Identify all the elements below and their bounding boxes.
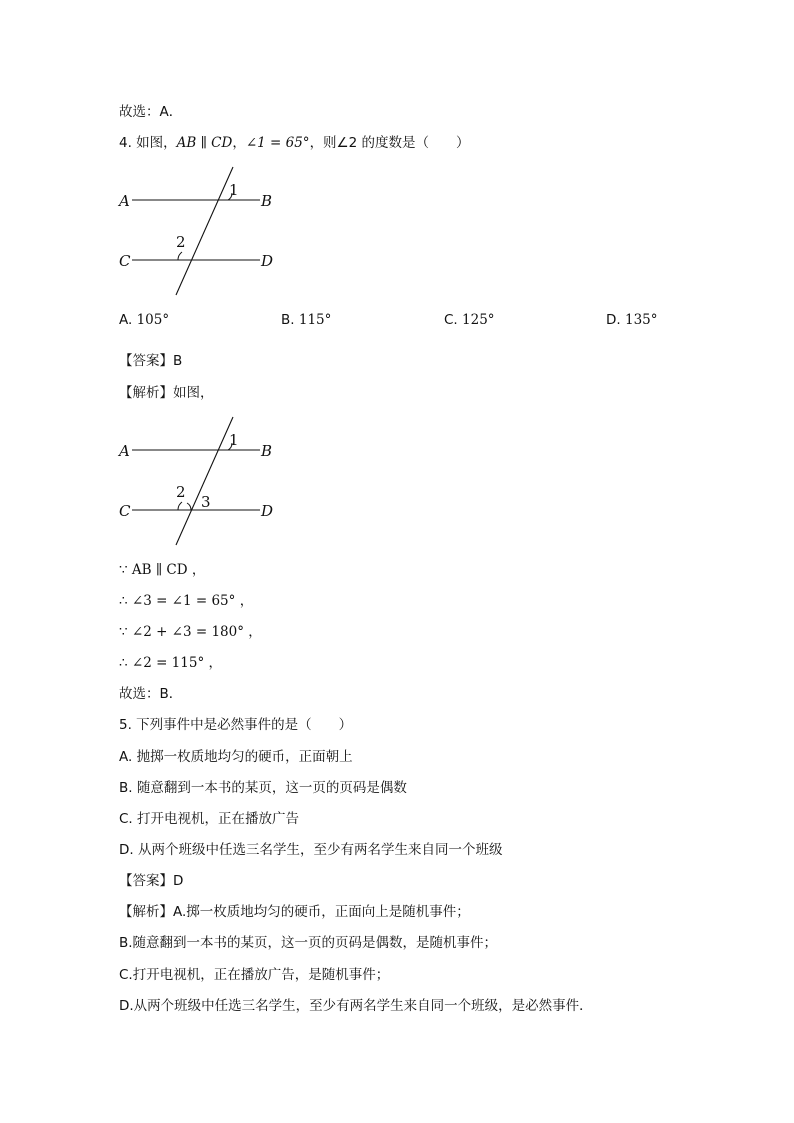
- answer-q5: 【答案】D: [119, 873, 184, 889]
- choice-q4: 故选：B．: [119, 686, 183, 702]
- proof-step-3: ∵ ∠2 + ∠3 = 180° ，: [119, 624, 262, 640]
- label-c: C: [119, 252, 131, 270]
- question-4-stem: [119, 134, 470, 152]
- transversal: [176, 167, 233, 295]
- transversal: [176, 417, 233, 545]
- q5-option-c: C. 打开电视机，正在播放广告: [119, 811, 300, 827]
- q4-separator: ，: [232, 135, 246, 151]
- proof-step-1: ∵ AB ∥ CD ，: [119, 562, 206, 578]
- angle-2-arc: [178, 502, 182, 510]
- analysis-figure: [110, 410, 290, 550]
- answer-q4: 【答案】B: [119, 353, 183, 369]
- analysis-q5-b: B.随意翻到一本书的某页，这一页的页码是偶数，是随机事件；: [119, 935, 498, 951]
- label-angle-1: 1: [229, 431, 239, 449]
- label-b: B: [261, 442, 273, 460]
- option-a: A. 105°: [119, 312, 170, 328]
- analysis-q5-a: 【解析】A.掷一枚质地均匀的硬币，正面向上是随机事件；: [119, 904, 470, 920]
- angle-3-arc: [187, 503, 191, 510]
- question-4-figure: [110, 160, 290, 300]
- previous-answer-choice: 故选：A．: [119, 104, 183, 120]
- proof-step-4: ∴ ∠2 = 115° ，: [119, 655, 222, 671]
- analysis-q4-heading: 【解析】如图，: [119, 385, 214, 401]
- q4-angle-condition: ∠1 = 65°: [245, 135, 310, 151]
- option-d: D. 135°: [606, 312, 658, 328]
- proof-step-2: ∴ ∠3 = ∠1 = 65° ，: [119, 593, 254, 609]
- angle-2-arc: [178, 252, 182, 260]
- analysis-q5-c: C.打开电视机，正在播放广告，是随机事件；: [119, 967, 390, 983]
- q4-question-tail: ，则∠2 的度数是（ ）: [309, 135, 470, 151]
- label-d: D: [261, 252, 274, 270]
- label-angle-2: 2: [176, 233, 186, 251]
- label-angle-1: 1: [229, 181, 239, 199]
- label-angle-3: 3: [201, 493, 211, 511]
- q5-option-d: D. 从两个班级中任选三名学生，至少有两名学生来自同一个班级: [119, 842, 503, 858]
- label-b: B: [261, 192, 273, 210]
- analysis-q5-d: D.从两个班级中任选三名学生，至少有两名学生来自同一个班级，是必然事件．: [119, 998, 593, 1014]
- option-b: B. 115°: [281, 312, 332, 328]
- label-a: A: [119, 442, 130, 460]
- label-a: A: [119, 192, 130, 210]
- label-angle-2: 2: [176, 483, 186, 501]
- label-d: D: [261, 502, 274, 520]
- label-c: C: [119, 502, 131, 520]
- option-c: C. 125°: [444, 312, 495, 328]
- q5-option-b: B. 随意翻到一本书的某页，这一页的页码是偶数: [119, 780, 407, 796]
- question-4-number: 4. 如图，: [119, 135, 177, 151]
- question-5-stem: 5. 下列事件中是必然事件的是（ ）: [119, 717, 353, 733]
- q4-parallel-condition: AB ∥ CD: [176, 135, 233, 151]
- q5-option-a: A. 抛掷一枚质地均匀的硬币，正面朝上: [119, 749, 353, 765]
